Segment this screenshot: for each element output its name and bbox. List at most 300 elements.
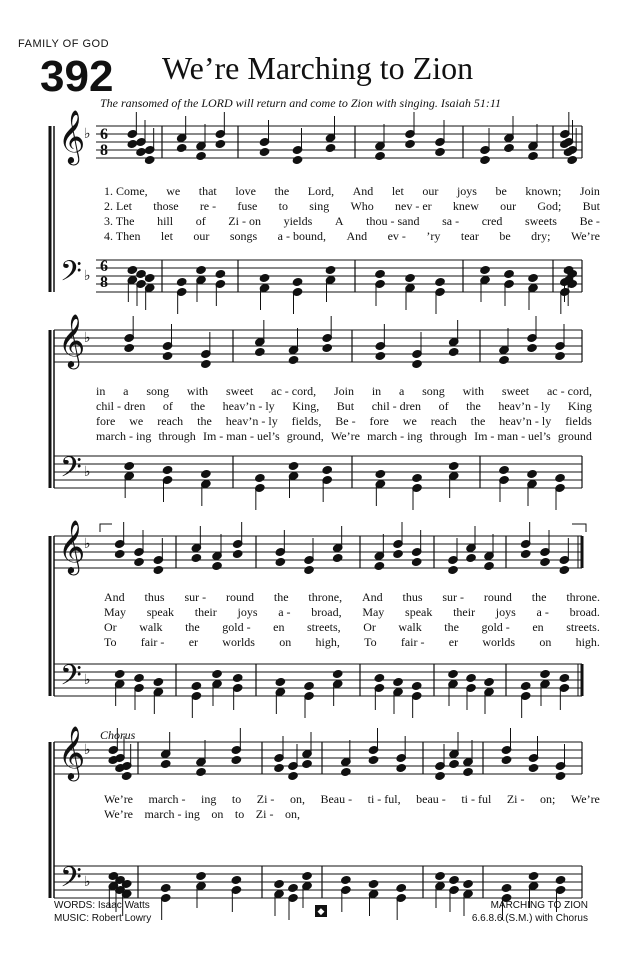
lyric-syllable: sweets [524, 214, 557, 228]
lyric-syllable: march - ing [367, 429, 423, 443]
lyric-syllable: throne. [566, 590, 600, 604]
lyric-syllable: let [160, 229, 173, 243]
lyric-syllable: fair - [400, 635, 425, 649]
note-head [162, 465, 172, 474]
note-head [555, 473, 565, 482]
lyric-syllable: the [197, 414, 212, 428]
note-head [559, 673, 569, 682]
note-head [153, 565, 163, 574]
note-head [196, 871, 206, 880]
lyric-syllable: But [582, 199, 600, 213]
lyric-syllable: Who [350, 199, 374, 213]
lyric-syllable: fore [369, 414, 389, 428]
lyric-syllable: gold - [481, 620, 510, 634]
note-head [124, 343, 134, 352]
chorus-label: Chorus [100, 728, 136, 742]
note-head [405, 139, 415, 148]
lyric-syllable: we [402, 414, 417, 428]
lyric-syllable: 1. Come, [104, 184, 148, 198]
treble-clef-icon: 𝄞 [58, 313, 86, 367]
note-head [463, 767, 473, 776]
lyric-syllable: the [531, 590, 547, 604]
lyric-line [96, 414, 592, 429]
lyric-syllable: King, [292, 399, 320, 413]
note-head [504, 269, 514, 278]
lyric-syllable: yields [283, 214, 313, 228]
lyric-syllable: dry; [531, 229, 551, 243]
lyric-syllable: fair - [140, 635, 165, 649]
note-head [412, 359, 422, 368]
lyric-syllable: sing [309, 199, 330, 213]
lyric-syllable: a [123, 384, 129, 398]
lyric-syllable: the [470, 414, 486, 428]
note-head [215, 139, 225, 148]
lyric-syllable: And [352, 184, 374, 198]
lyric-syllable: cred [481, 214, 503, 228]
lyric-syllable: on; [540, 792, 556, 806]
lyric-syllable: sur - [442, 590, 465, 604]
note-head [393, 677, 403, 686]
scripture-reference: The ransomed of the LORD will return and come to Zion with singing. Isaiah 51:11 [100, 96, 501, 110]
note-head [520, 681, 530, 690]
note-head [555, 875, 565, 884]
note-head [527, 343, 537, 352]
lyric-syllable: But [336, 399, 355, 413]
lyric-syllable: in [371, 384, 382, 398]
lyric-syllable: the [185, 620, 200, 634]
lyric-syllable: to [278, 199, 288, 213]
lyric-syllable: To [364, 635, 377, 649]
note-head [504, 143, 514, 152]
note-head [160, 759, 170, 768]
lyric-syllable: their [453, 605, 476, 619]
lyric-syllable: be [495, 184, 507, 198]
note-head [292, 277, 302, 286]
lyric-syllable: Or [104, 620, 117, 634]
note-head [484, 677, 494, 686]
note-head [124, 461, 134, 470]
lyric-syllable: streets, [307, 620, 341, 634]
lyric-syllable: God; [537, 199, 562, 213]
lyric-syllable: Zi - [506, 792, 525, 806]
note-head [448, 565, 458, 574]
words-credit: WORDS: Isaac Watts [54, 900, 150, 911]
lyric-syllable: knew [452, 199, 479, 213]
meter: 6.6.8.6.(S.M.) with Chorus [471, 913, 588, 924]
lyric-syllable: fore [96, 414, 116, 428]
lyric-syllable: songs [229, 229, 258, 243]
note-head [466, 553, 476, 562]
lyric-syllable: heav’n - ly [498, 399, 551, 413]
lyric-syllable: 3. The [104, 214, 135, 228]
lyric-syllable: throne, [308, 590, 343, 604]
note-head [501, 755, 511, 764]
note-head [435, 147, 445, 156]
note-head [144, 273, 154, 282]
note-head [332, 553, 342, 562]
lyric-syllable: er [448, 635, 459, 649]
note-head [136, 147, 146, 156]
note-head [304, 565, 314, 574]
note-head [275, 677, 285, 686]
lyric-syllable: Be - [335, 414, 356, 428]
note-head [332, 669, 342, 678]
note-head [325, 265, 335, 274]
lyric-syllable: We’re [104, 807, 134, 821]
note-head [528, 871, 538, 880]
footer-credits [54, 899, 151, 925]
note-head [540, 669, 550, 678]
note-head [435, 871, 445, 880]
note-head [341, 767, 351, 776]
note-head [302, 759, 312, 768]
lyric-syllable: Beau - [320, 792, 353, 806]
lyric-line [104, 620, 600, 635]
note-head [259, 147, 269, 156]
note-head [325, 143, 335, 152]
note-head [341, 875, 351, 884]
lyric-syllable: to [234, 807, 245, 821]
note-head [215, 269, 225, 278]
lyric-syllable: a - bound, [277, 229, 326, 243]
lyric-line [104, 184, 600, 199]
note-head [527, 469, 537, 478]
lyric-syllable: broad. [569, 605, 600, 619]
flat-icon: ♭ [84, 464, 91, 480]
lyric-syllable: high, [315, 635, 340, 649]
lyric-syllable: And [346, 229, 368, 243]
flat-icon: ♭ [84, 268, 91, 284]
note-head [466, 673, 476, 682]
lyric-syllable: We’re [570, 792, 600, 806]
note-head [231, 875, 241, 884]
lyric-syllable: the [274, 184, 290, 198]
lyric-syllable: a - [536, 605, 549, 619]
note-head [499, 465, 509, 474]
note-head [528, 273, 538, 282]
lyric-syllable: ground, [286, 429, 324, 443]
note-head [127, 139, 137, 148]
note-head [196, 265, 206, 274]
lyric-syllable: Zi - [255, 807, 274, 821]
lyric-syllable: on [539, 635, 552, 649]
note-head [201, 469, 211, 478]
lyric-line [104, 605, 600, 620]
lyric-syllable: A [334, 214, 344, 228]
lyric-syllable: sweet [226, 384, 254, 398]
lyric-syllable: re - [199, 199, 217, 213]
bass-clef-icon: 𝄢 [60, 861, 82, 901]
section-label: FAMILY OF GOD [18, 38, 110, 50]
note-head [480, 155, 490, 164]
lyric-syllable: on, [289, 792, 305, 806]
lyric-syllable: fuse [237, 199, 258, 213]
lyric-syllable: a [398, 384, 405, 398]
tune-name: MARCHING TO ZION [490, 900, 588, 911]
note-head [396, 763, 406, 772]
lyric-syllable: the [444, 620, 459, 634]
lyric-syllable: sa - [442, 214, 460, 228]
note-head [176, 277, 186, 286]
note-head [304, 681, 314, 690]
note-head [540, 557, 550, 566]
lyric-syllable: we [166, 184, 181, 198]
lyric-line [104, 792, 600, 807]
lyric-line [104, 199, 600, 214]
note-head [393, 549, 403, 558]
lyric-syllable: sweet [501, 384, 530, 398]
note-head [274, 763, 284, 772]
note-head [231, 755, 241, 764]
note-head [292, 155, 302, 164]
lyric-syllable: ti - ful, [367, 792, 401, 806]
note-head [274, 879, 284, 888]
note-head [302, 871, 312, 880]
flat-icon: ♭ [84, 672, 91, 688]
note-head [448, 347, 458, 356]
lyric-syllable: through [429, 429, 467, 443]
lyric-syllable: the [273, 590, 289, 604]
lyric-syllable: their [194, 605, 217, 619]
note-head [196, 151, 206, 160]
lyric-syllable: ac - cord, [546, 384, 592, 398]
note-head [212, 669, 222, 678]
lyric-syllable: tear [460, 229, 479, 243]
note-head [212, 561, 222, 570]
lyric-syllable: love [235, 184, 256, 198]
note-head [411, 681, 421, 690]
hymn-number: 392 [40, 52, 114, 101]
note-head [484, 561, 494, 570]
lyric-syllable: of [195, 214, 206, 228]
note-head [374, 561, 384, 570]
note-head [114, 549, 124, 558]
note-head [480, 265, 490, 274]
diamond-icon: ◆ [315, 905, 327, 917]
lyric-syllable: thou - sand [366, 214, 420, 228]
lyric-syllable: walk [139, 620, 163, 634]
flat-icon: ♭ [84, 330, 91, 346]
lyric-syllable: streets. [566, 620, 600, 634]
lyric-syllable: May [104, 605, 126, 619]
lyric-syllable: known; [525, 184, 562, 198]
lyric-syllable: with [462, 384, 484, 398]
note-head [196, 767, 206, 776]
lyric-syllable: of [162, 399, 173, 413]
note-head [232, 673, 242, 682]
lyric-syllable: a - [278, 605, 291, 619]
note-head [322, 343, 332, 352]
lyric-syllable: ground [557, 429, 592, 443]
lyric-syllable: ’ry [426, 229, 441, 243]
lyric-syllable: thus [144, 590, 165, 604]
lyric-syllable: We’re [104, 792, 134, 806]
flat-icon: ♭ [84, 126, 91, 142]
lyric-syllable: 2. Let [104, 199, 132, 213]
lyric-syllable: ti - ful [461, 792, 492, 806]
note-head [134, 673, 144, 682]
lyric-syllable: reach [430, 414, 457, 428]
note-head [288, 461, 298, 470]
time-signature-bottom: 8 [100, 142, 108, 159]
note-head [375, 469, 385, 478]
lyric-syllable: Be - [579, 214, 600, 228]
lyric-syllable: gold - [222, 620, 251, 634]
note-head [153, 677, 163, 686]
lyric-syllable: reach [157, 414, 184, 428]
lyric-syllable: fields [565, 414, 592, 428]
lyric-syllable: worlds [222, 635, 255, 649]
lyric-syllable: May [362, 605, 385, 619]
note-head [144, 155, 154, 164]
lyric-syllable: Or [363, 620, 376, 634]
lyric-syllable: that [198, 184, 217, 198]
note-head [288, 883, 298, 892]
lyric-line [104, 214, 600, 229]
lyric-syllable: 4. Then [104, 229, 141, 243]
note-head [176, 143, 186, 152]
lyric-syllable: the [466, 399, 481, 413]
note-head [449, 759, 459, 768]
note-head [191, 553, 201, 562]
note-head [322, 465, 332, 474]
note-head [448, 669, 458, 678]
lyric-syllable: walk [398, 620, 422, 634]
lyric-syllable: song [422, 384, 445, 398]
lyric-syllable: heav’n - ly [222, 399, 275, 413]
lyric-syllable: en [273, 620, 285, 634]
flat-icon: ♭ [84, 742, 91, 758]
lyric-syllable: We’re [570, 229, 600, 243]
lyric-syllable: Zi - [256, 792, 275, 806]
lyric-syllable: our [500, 199, 517, 213]
lyric-syllable: those [153, 199, 179, 213]
lyric-syllable: worlds [482, 635, 516, 649]
note-head [374, 673, 384, 682]
note-head [201, 359, 211, 368]
hymn-title: We’re Marching to Zion [162, 50, 474, 86]
note-head [255, 347, 265, 356]
lyric-syllable: ing [201, 792, 217, 806]
flat-icon: ♭ [84, 536, 91, 552]
lyric-syllable: beau - [416, 792, 446, 806]
note-head [368, 755, 378, 764]
note-head [501, 883, 511, 892]
lyric-syllable: heav’n - ly [225, 414, 278, 428]
lyric-syllable: broad, [311, 605, 342, 619]
volta-bracket-left [100, 524, 112, 532]
lyric-line [96, 399, 592, 414]
note-head [160, 883, 170, 892]
lyric-syllable: on, [285, 807, 300, 821]
lyric-syllable: King [567, 399, 592, 413]
lyric-syllable: Join [333, 384, 354, 398]
note-head [114, 669, 124, 678]
lyric-syllable: round [483, 590, 512, 604]
lyric-syllable: And [361, 590, 383, 604]
lyric-syllable: hill [157, 214, 174, 228]
note-head [412, 473, 422, 482]
lyric-syllable: our [193, 229, 210, 243]
bass-time-signature-bottom: 8 [100, 274, 108, 291]
lyric-line [104, 229, 600, 244]
lyric-syllable: chil - dren [371, 399, 421, 413]
lyric-syllable: let [391, 184, 404, 198]
lyric-syllable: through [158, 429, 196, 443]
treble-clef-icon: 𝄞 [58, 519, 86, 573]
lyric-syllable: Zi - on [228, 214, 261, 228]
note-head [463, 879, 473, 888]
note-head [559, 565, 569, 574]
lyric-line [104, 590, 600, 605]
note-head [405, 273, 415, 282]
note-head [255, 473, 265, 482]
note-head [520, 549, 530, 558]
note-head [435, 277, 445, 286]
note-head [528, 151, 538, 160]
lyric-syllable: nev - er [395, 199, 432, 213]
flat-icon: ♭ [84, 874, 91, 890]
treble-clef-icon: 𝄞 [58, 725, 86, 779]
lyric-line [104, 807, 300, 822]
lyric-syllable: march - ing [144, 807, 200, 821]
lyric-syllable: Im - man - uel’s [202, 429, 280, 443]
lyric-syllable: joys [237, 605, 258, 619]
lyric-syllable: our [422, 184, 439, 198]
note-head [162, 351, 172, 360]
lyric-syllable: on [279, 635, 292, 649]
lyric-line [104, 635, 600, 650]
treble-clef-icon: 𝄞 [58, 109, 86, 163]
note-head [555, 351, 565, 360]
lyric-syllable: Im - man - uel’s [474, 429, 551, 443]
music-credit: MUSIC: Robert Lowry [54, 913, 152, 924]
note-head [448, 461, 458, 470]
lyric-syllable: with [186, 384, 209, 398]
note-head [368, 879, 378, 888]
lyric-syllable: We’re [330, 429, 360, 443]
note-head [499, 355, 509, 364]
note-head [288, 771, 298, 780]
volta-bracket-right [572, 524, 586, 532]
lyric-syllable: joys [495, 605, 516, 619]
note-head [396, 883, 406, 892]
bass-clef-icon: 𝄢 [60, 255, 82, 295]
time-signature-top: 6 [100, 126, 108, 143]
note-head [411, 557, 421, 566]
lyric-syllable: en [532, 620, 544, 634]
lyric-syllable: ac - cord, [271, 384, 317, 398]
note-head [136, 269, 146, 278]
bass-time-signature-top: 6 [100, 258, 108, 275]
note-head [121, 771, 131, 780]
lyric-syllable: joys [456, 184, 477, 198]
lyric-syllable: be [499, 229, 511, 243]
lyric-syllable: high. [575, 635, 600, 649]
note-head [288, 355, 298, 364]
bass-clef-icon: 𝄢 [60, 451, 82, 491]
note-head [375, 151, 385, 160]
note-head [259, 273, 269, 282]
lyric-syllable: speak [146, 605, 175, 619]
note-head [127, 265, 137, 274]
note-head [567, 155, 577, 164]
lyric-syllable: of [438, 399, 449, 413]
lyric-syllable: round [225, 590, 254, 604]
lyric-syllable: march - [148, 792, 186, 806]
lyric-syllable: march - ing [96, 429, 152, 443]
lyric-syllable: To [104, 635, 117, 649]
